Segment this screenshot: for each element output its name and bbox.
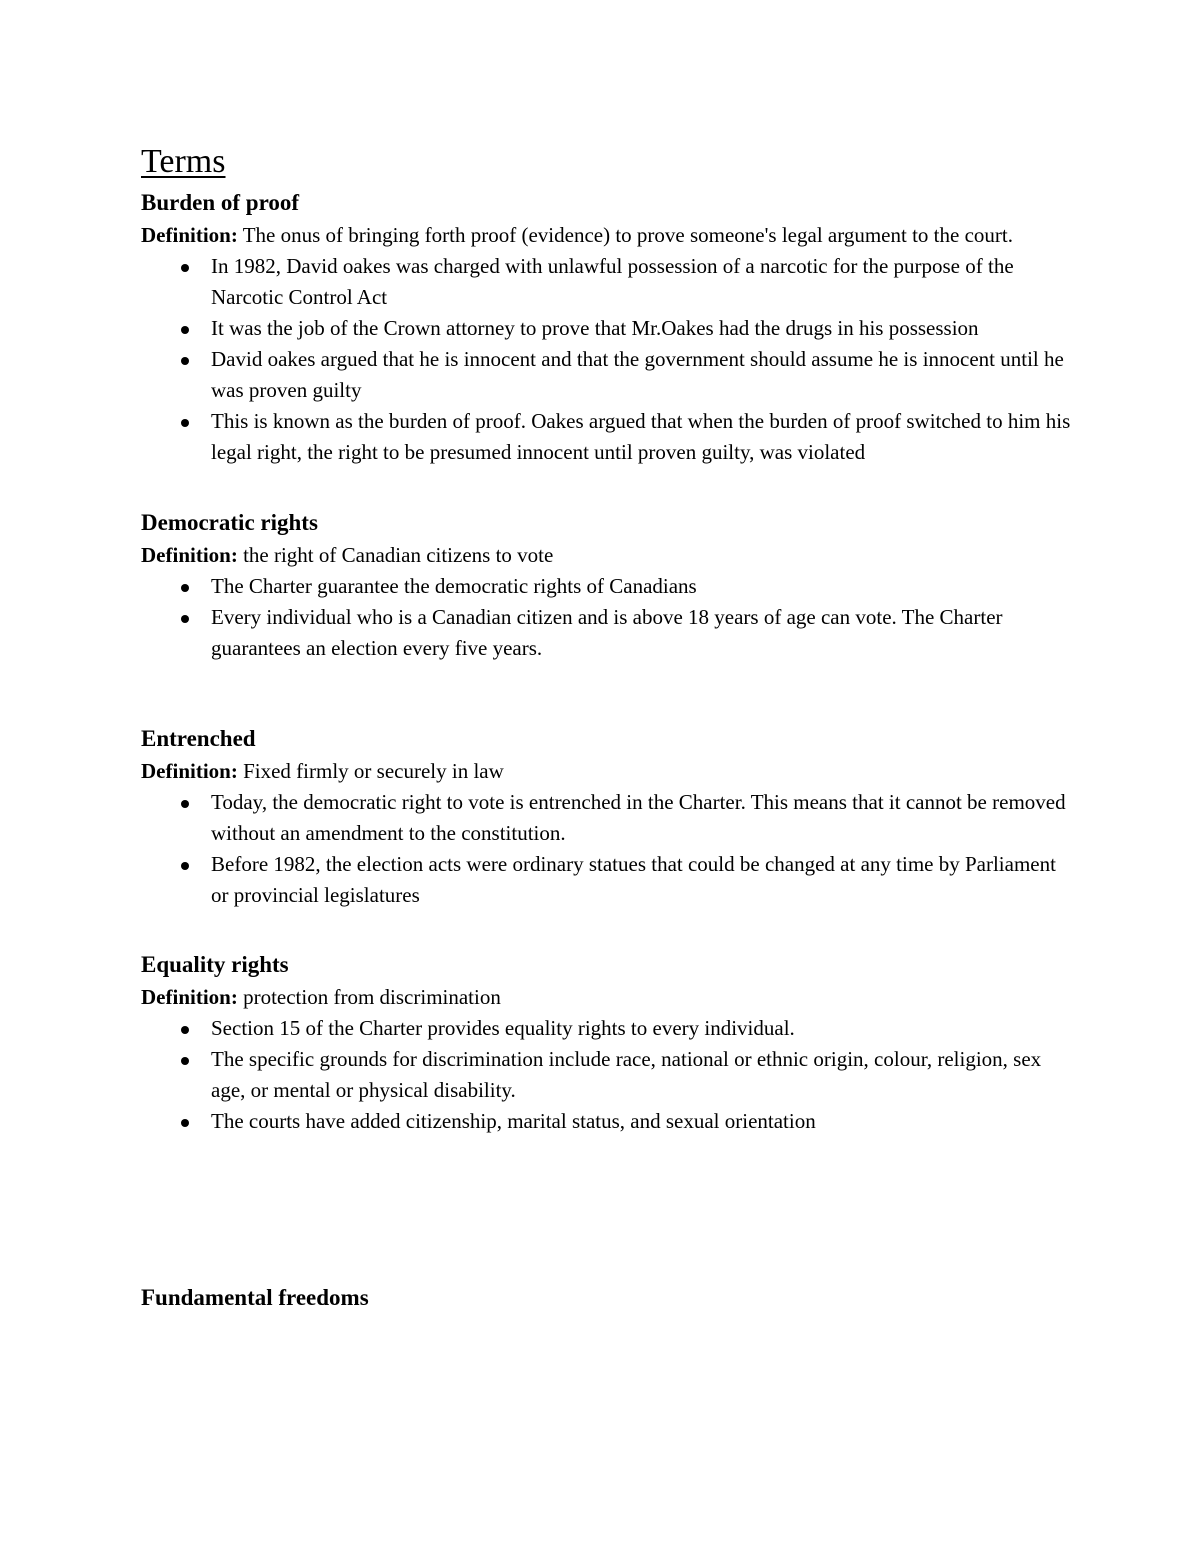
- definition-text: protection from discrimination: [237, 985, 501, 1009]
- list-item-text: In 1982, David oakes was charged with unlawful possession of a narcotic for the purpose of the Narcotic Control Act: [211, 254, 1014, 309]
- bullet-list: [141, 251, 1071, 468]
- list-item: [211, 406, 1071, 468]
- list-item: [211, 1044, 1071, 1106]
- list-item: [211, 1106, 1071, 1137]
- term-definition: [141, 220, 1071, 251]
- list-item: [211, 251, 1071, 313]
- bullet-dot-icon: [181, 264, 189, 272]
- definition-label: Definition:: [141, 985, 238, 1009]
- list-item-text: This is known as the burden of proof. Oakes argued that when the burden of proof switched to him his legal right, the right to be presumed innocent until proven guilty, was violated: [211, 409, 1071, 464]
- list-item-text: Section 15 of the Charter provides equality rights to every individual.: [211, 1016, 795, 1040]
- list-item-text: David oakes argued that he is innocent and that the government should assume he is innocent until he was proven guilty: [211, 347, 1064, 402]
- definition-label: Definition:: [141, 759, 238, 783]
- bullet-dot-icon: [181, 1026, 189, 1034]
- term-heading: Entrenched: [141, 726, 256, 751]
- term-definition: [141, 540, 1071, 571]
- bullet-list: [141, 787, 1071, 911]
- bullet-dot-icon: [181, 1119, 189, 1127]
- term-section-equality-rights: [141, 948, 1071, 1137]
- bullet-dot-icon: [181, 326, 189, 334]
- document-page: [141, 140, 1071, 1315]
- definition-text: the right of Canadian citizens to vote: [237, 543, 554, 567]
- list-item: [211, 571, 1071, 602]
- term-heading: Democratic rights: [141, 510, 318, 535]
- term-section-entrenched: [141, 722, 1071, 911]
- list-item-text: It was the job of the Crown attorney to prove that Mr.Oakes had the drugs in his possession: [211, 316, 979, 340]
- bullet-list: [141, 571, 1071, 664]
- page-title: Terms: [141, 143, 226, 180]
- list-item-text: Before 1982, the election acts were ordinary statues that could be changed at any time by Parliament or provincial legislatures: [211, 852, 1056, 907]
- bullet-dot-icon: [181, 862, 189, 870]
- definition-label: Definition:: [141, 543, 238, 567]
- bullet-list: [141, 1013, 1071, 1137]
- bullet-dot-icon: [181, 584, 189, 592]
- bullet-dot-icon: [181, 357, 189, 365]
- list-item-text: Today, the democratic right to vote is entrenched in the Charter. This means that it cannot be removed without an amendment to the constitution.: [211, 790, 1066, 845]
- list-item-text: The Charter guarantee the democratic rights of Canadians: [211, 574, 697, 598]
- bullet-dot-icon: [181, 615, 189, 623]
- term-heading: Fundamental freedoms: [141, 1285, 369, 1310]
- definition-text: The onus of bringing forth proof (evidence) to prove someone's legal argument to the court.: [237, 223, 1013, 247]
- term-section-burden-of-proof: [141, 186, 1071, 468]
- list-item: [211, 849, 1071, 911]
- list-item: [211, 602, 1071, 664]
- bullet-dot-icon: [181, 800, 189, 808]
- list-item-text: The courts have added citizenship, marital status, and sexual orientation: [211, 1109, 816, 1133]
- term-definition: [141, 982, 1071, 1013]
- bullet-dot-icon: [181, 419, 189, 427]
- term-section-fundamental-freedoms: [141, 1281, 1071, 1315]
- term-definition: [141, 756, 1071, 787]
- list-item: [211, 1013, 1071, 1044]
- definition-label: Definition:: [141, 223, 238, 247]
- term-heading: Equality rights: [141, 952, 289, 977]
- bullet-dot-icon: [181, 1057, 189, 1065]
- term-section-democratic-rights: [141, 506, 1071, 664]
- list-item-text: The specific grounds for discrimination include race, national or ethnic origin, colour, religion, sex age, or mental or physical disability.: [211, 1047, 1042, 1102]
- list-item-text: Every individual who is a Canadian citizen and is above 18 years of age can vote. The Charter guarantees an election every five years.: [211, 605, 1003, 660]
- list-item: [211, 344, 1071, 406]
- list-item: [211, 787, 1071, 849]
- definition-text: Fixed firmly or securely in law: [237, 759, 504, 783]
- list-item: [211, 313, 1071, 344]
- term-heading: Burden of proof: [141, 190, 300, 215]
